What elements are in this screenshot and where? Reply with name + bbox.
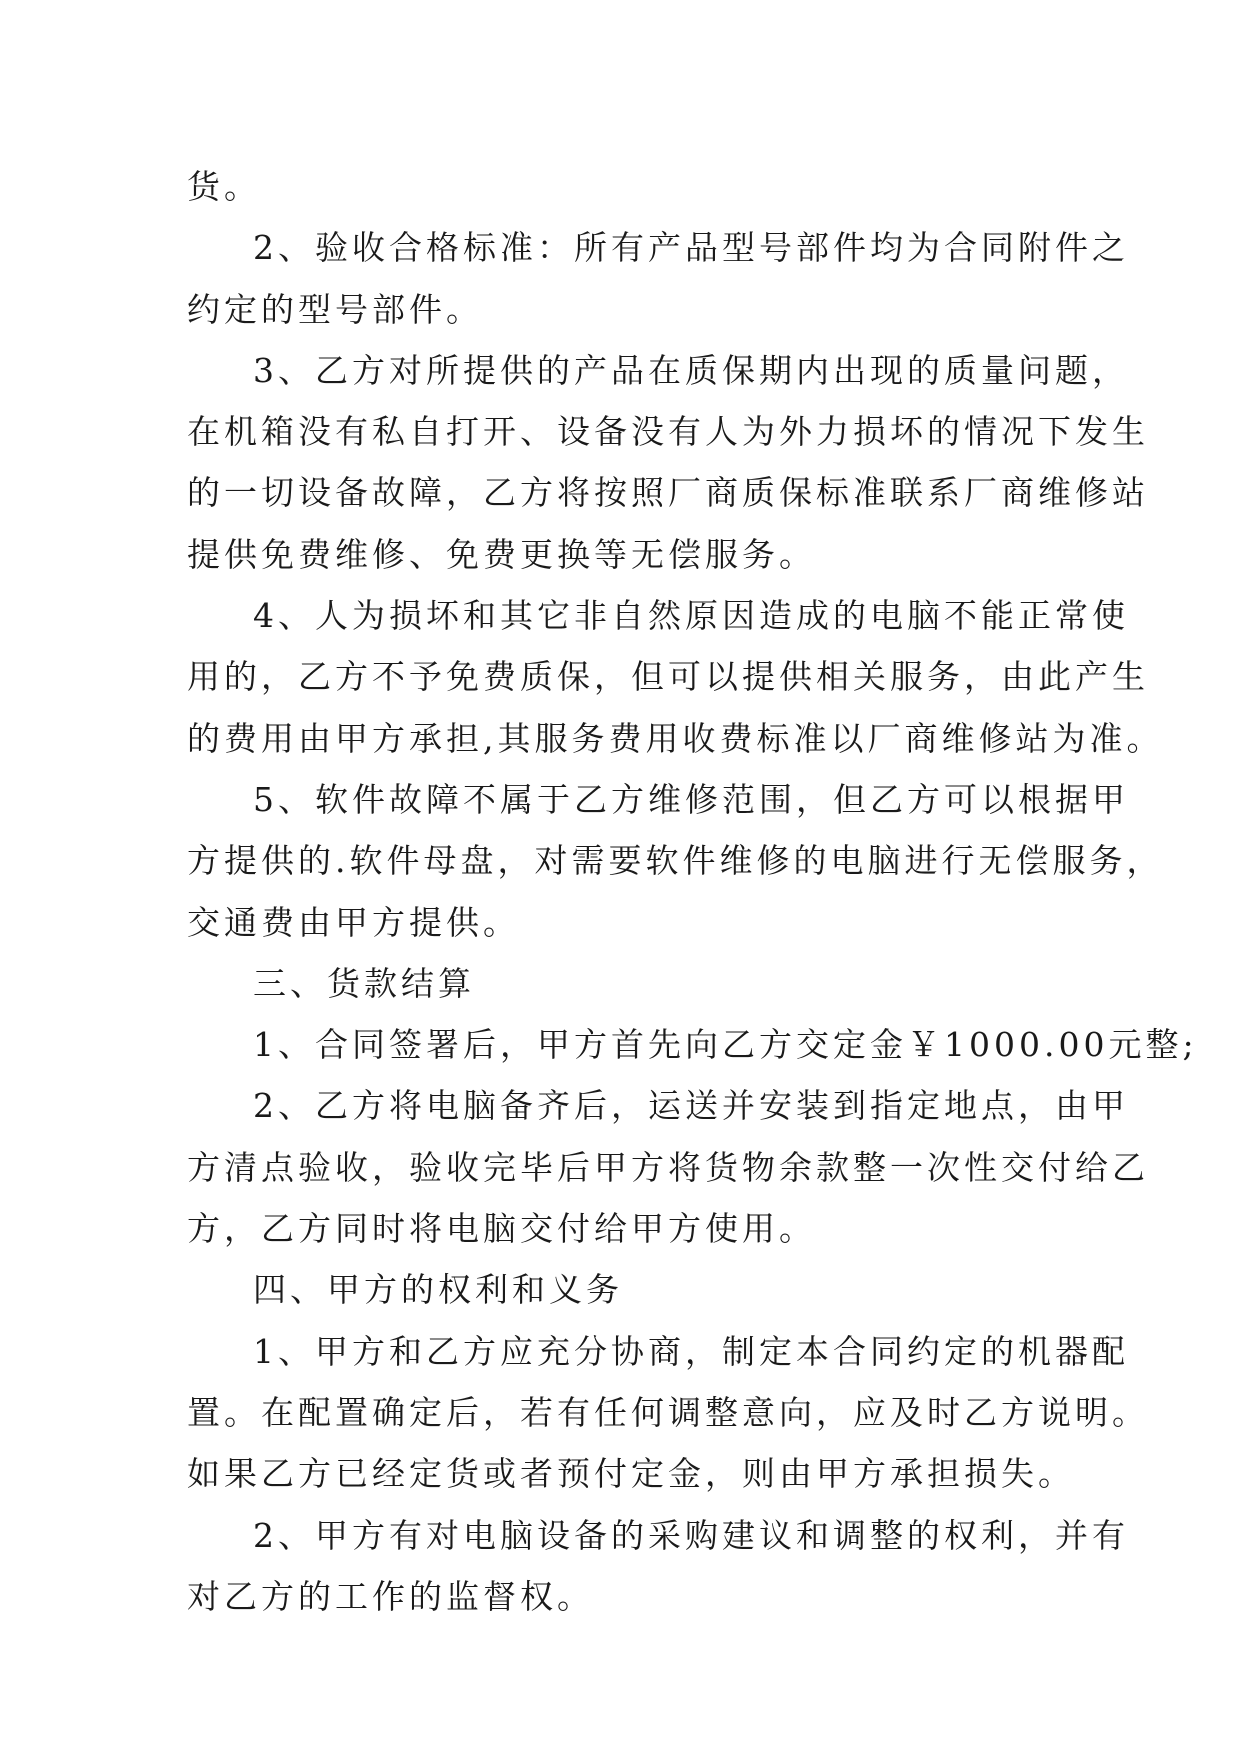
text-line: 1、甲方和乙方应充分协商，制定本合同约定的机器配 — [253, 1331, 1129, 1371]
text-line: 4、人为损坏和其它非自然原因造成的电脑不能正常使 — [253, 596, 1129, 636]
text-line: 置。在配置确定后，若有任何调整意向，应及时乙方说明。 — [187, 1392, 1149, 1432]
text-line: 方，乙方同时将电脑交付给甲方使用。 — [187, 1209, 816, 1249]
text-line: 货。 — [187, 167, 261, 206]
section-heading: 三、货款结算 — [253, 963, 475, 1003]
document-body — [187, 156, 1198, 1627]
text-line: 1、合同签署后，甲方首先向乙方交定金￥1000.00元整; — [253, 1025, 1198, 1065]
text-line: 交通费由甲方提供。 — [187, 902, 520, 942]
text-line: 的费用由甲方承担,其服务费用收费标准以厂商维修站为准。 — [187, 718, 1164, 758]
text-line: 方提供的.软件母盘，对需要软件维修的电脑进行无偿服务， — [187, 841, 1164, 881]
text-line: 2、甲方有对电脑设备的采购建议和调整的权利，并有 — [253, 1515, 1129, 1555]
text-line: 的一切设备故障，乙方将按照厂商质保标准联系厂商维修站 — [187, 473, 1149, 513]
text-line: 5、软件故障不属于乙方维修范围，但乙方可以根据甲 — [253, 779, 1129, 819]
text-line: 提供免费维修、免费更换等无偿服务。 — [187, 534, 816, 574]
text-line: 用的，乙方不予免费质保，但可以提供相关服务，由此产生 — [187, 657, 1149, 697]
section-heading: 四、甲方的权利和义务 — [253, 1270, 623, 1310]
text-line: 2、验收合格标准：所有产品型号部件均为合同附件之 — [253, 228, 1129, 268]
text-line: 3、乙方对所提供的产品在质保期内出现的质量问题， — [253, 350, 1129, 390]
text-line: 约定的型号部件。 — [187, 289, 483, 329]
text-line: 对乙方的工作的监督权。 — [187, 1576, 594, 1616]
text-line: 方清点验收，验收完毕后甲方将货物余款整一次性交付给乙 — [187, 1147, 1149, 1187]
text-line: 在机箱没有私自打开、设备没有人为外力损坏的情况下发生 — [187, 412, 1149, 452]
text-line: 如果乙方已经定货或者预付定金，则由甲方承担损失。 — [187, 1454, 1075, 1494]
text-line: 2、乙方将电脑备齐后，运送并安装到指定地点，由甲 — [253, 1086, 1129, 1126]
